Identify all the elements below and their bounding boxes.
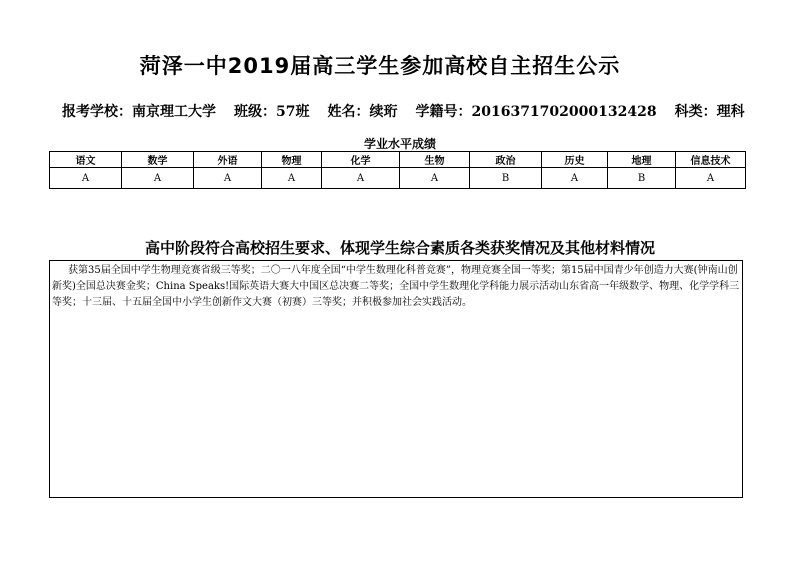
track-label: 科类：	[674, 104, 717, 120]
class-label: 班级：	[234, 104, 276, 120]
awards-text: 获第35届全国中学生物理竞赛省级三等奖；二〇一八年度全国“中学生数理化科普竞赛”，物理竞赛全国一等奖；第15届中国青少年创造力大赛(钟南山创新奖)全国总决赛金奖；China Speaks!国际英语大赛大中国区总决赛二等奖；全国中学生数理化学科能力展示活动山东省高一年级数学、物理、化学学科三等奖；十三届、十五届全国中小学生创新作文大赛（初赛）三等奖；并积极参加社会实践活动。	[52, 265, 740, 308]
score-cell: A	[50, 168, 122, 189]
subject-header: 语文	[50, 152, 122, 168]
track-value: 理科	[716, 104, 745, 120]
name-info	[327, 101, 397, 121]
subject-header: 化学	[322, 152, 400, 168]
subject-header: 历史	[542, 152, 608, 168]
name-label: 姓名：	[327, 104, 370, 120]
subject-header: 外语	[194, 152, 262, 168]
subject-header: 地理	[608, 152, 676, 168]
subject-header: 生物	[400, 152, 470, 168]
id-label: 学籍号：	[415, 104, 472, 120]
name-value: 续珩	[369, 104, 398, 120]
school-info	[62, 101, 216, 121]
class-value: 57班	[276, 104, 310, 120]
score-cell: B	[470, 168, 542, 189]
score-cell: A	[122, 168, 194, 189]
grades-section-title: 学业水平成绩	[363, 137, 436, 151]
subject-header: 政治	[470, 152, 542, 168]
id-info	[415, 101, 656, 121]
grades-header-row	[50, 152, 746, 168]
school-value: 南京理工大学	[132, 104, 216, 120]
grades-score-row	[50, 168, 746, 189]
track-info	[675, 101, 745, 121]
awards-section-title: 高中阶段符合高校招生要求、体现学生综合素质各类获奖情况及其他材料情况	[144, 239, 655, 257]
page-title: 菏泽一中2019届高三学生参加高校自主招生公示	[139, 54, 621, 78]
score-cell: A	[262, 168, 322, 189]
score-cell: A	[400, 168, 470, 189]
subject-header: 物理	[262, 152, 322, 168]
class-info	[234, 101, 309, 121]
score-cell: A	[194, 168, 262, 189]
student-info-row	[62, 101, 763, 121]
grades-table	[49, 151, 746, 189]
score-cell: A	[322, 168, 400, 189]
school-label: 报考学校：	[62, 104, 132, 120]
subject-header: 数学	[122, 152, 194, 168]
score-cell: A	[676, 168, 746, 189]
score-cell: A	[542, 168, 608, 189]
id-value: 2016371702000132428	[471, 104, 657, 120]
score-cell: B	[608, 168, 676, 189]
subject-header: 信息技术	[676, 152, 746, 168]
